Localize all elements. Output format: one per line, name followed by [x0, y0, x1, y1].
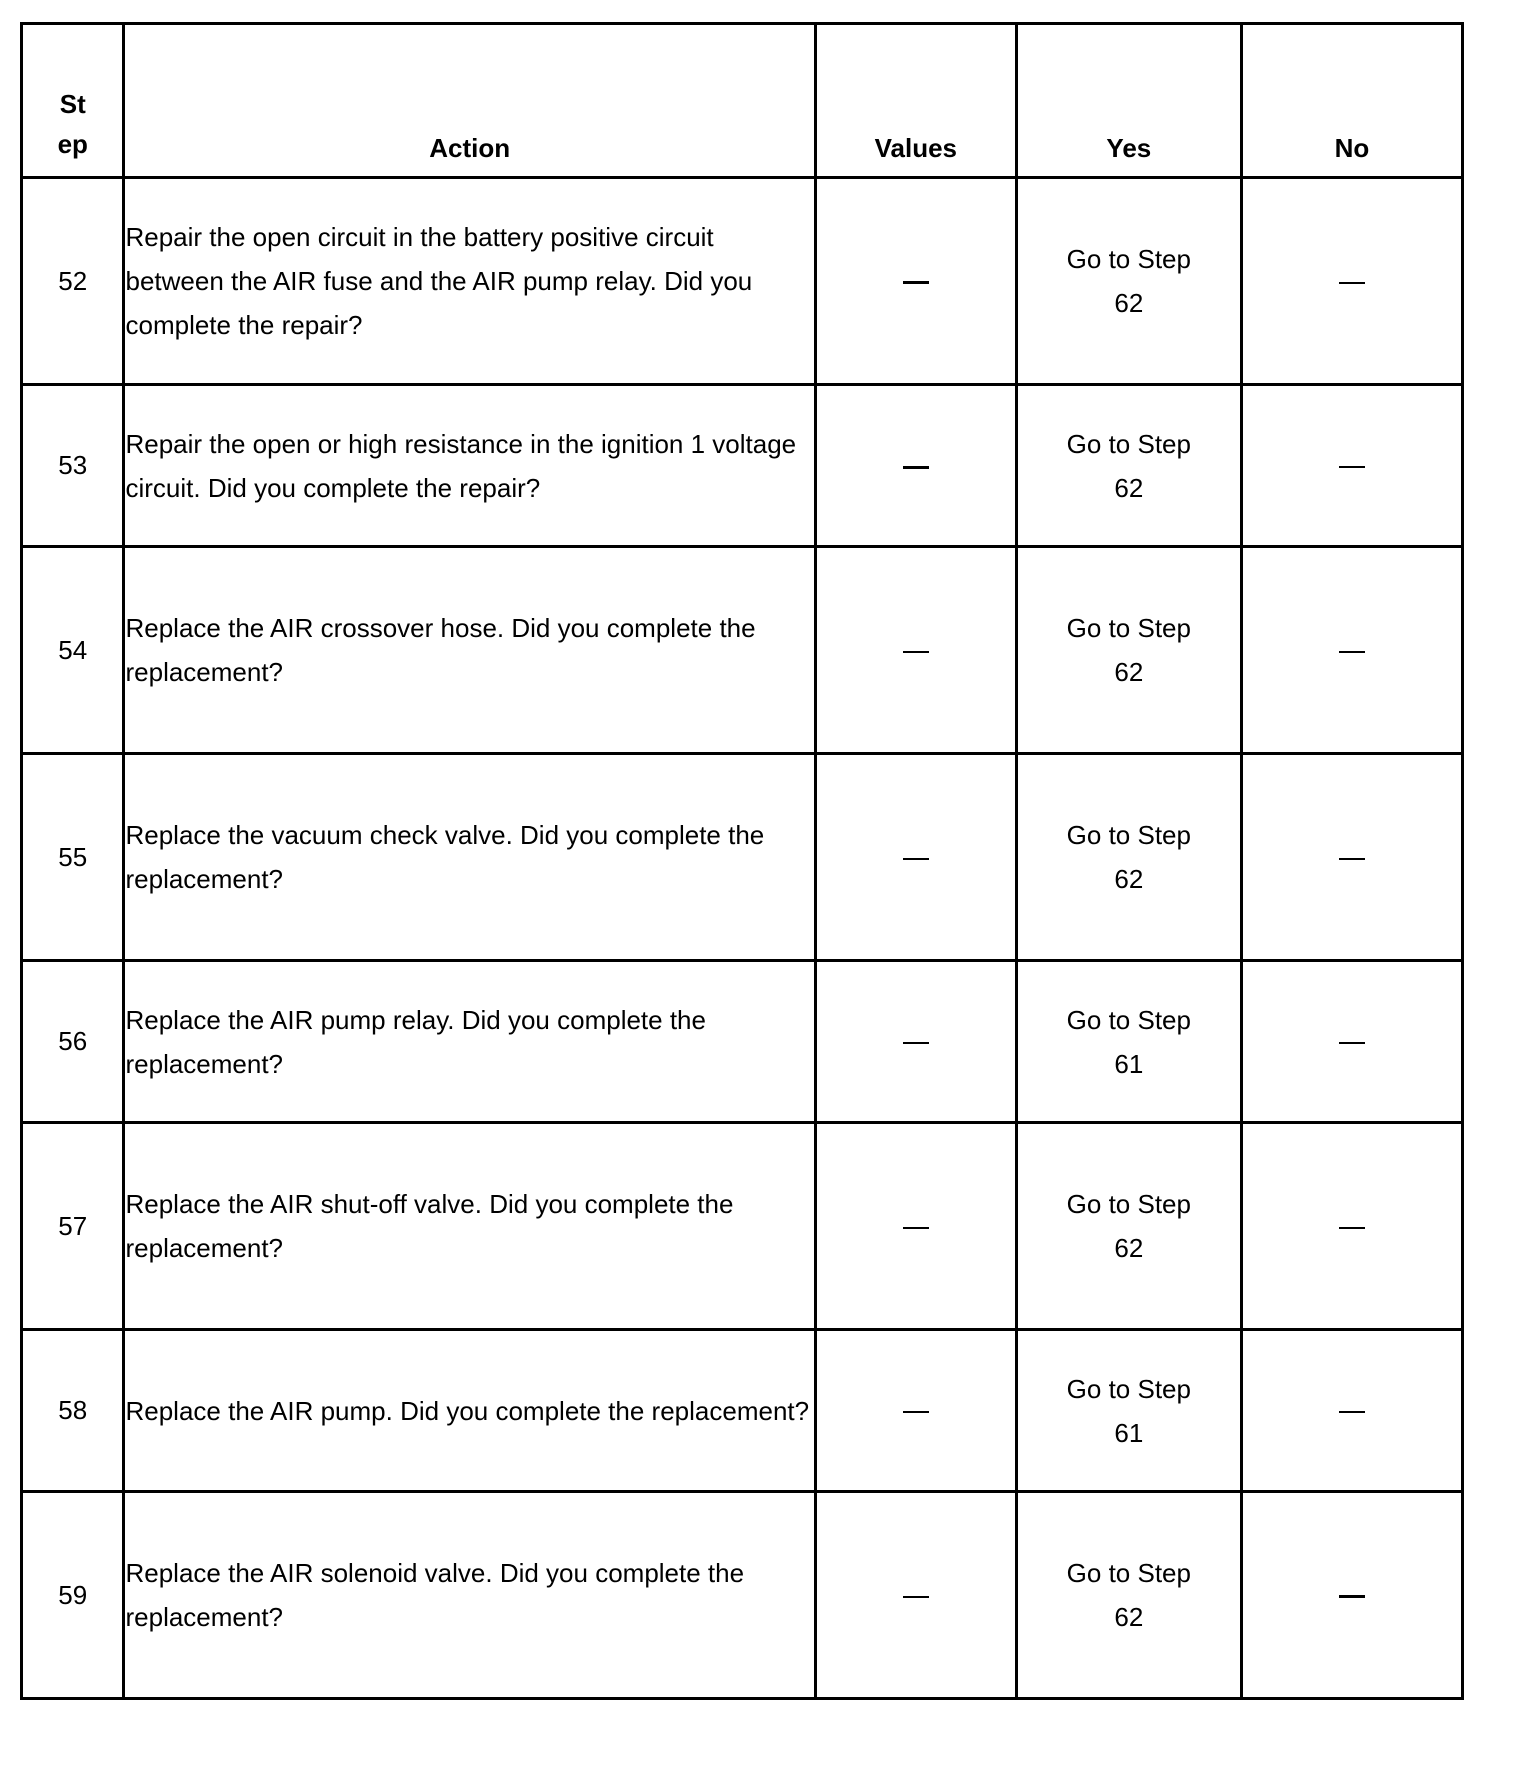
yes-go-to-step: Go to Step	[1066, 428, 1191, 459]
values-cell	[815, 1123, 1016, 1330]
values-dash	[903, 1596, 929, 1598]
yes-cell	[1016, 961, 1241, 1123]
table-row	[22, 754, 1463, 961]
no-cell	[1241, 754, 1462, 961]
table-body	[22, 178, 1463, 1699]
table-row	[22, 178, 1463, 385]
values-cell	[815, 178, 1016, 385]
table-row	[22, 1123, 1463, 1330]
values-dash	[903, 1411, 929, 1413]
yes-cell	[1016, 1123, 1241, 1330]
header-values: Values	[815, 24, 1016, 178]
step-number: 54	[22, 547, 124, 754]
yes-cell	[1016, 178, 1241, 385]
values-cell	[815, 547, 1016, 754]
action-text: Replace the AIR pump relay. Did you complete the replacement?	[124, 961, 815, 1123]
header-action: Action	[124, 24, 815, 178]
values-dash	[903, 281, 929, 284]
action-text: Repair the open circuit in the battery positive circuit between the AIR fuse and the AIR pump relay. Did you complete the repair?	[124, 178, 815, 385]
yes-go-to-step: Go to Step	[1066, 1004, 1191, 1035]
step-number: 52	[22, 178, 124, 385]
table-header	[22, 24, 1463, 178]
no-dash	[1339, 1595, 1365, 1598]
step-number: 58	[22, 1330, 124, 1492]
yes-go-to-step: Go to Step	[1066, 613, 1191, 643]
header-no: No	[1241, 24, 1462, 178]
yes-go-to-step: Go to Step	[1066, 1558, 1191, 1588]
action-text: Replace the AIR shut-off valve. Did you complete the replacement?	[124, 1123, 815, 1330]
values-dash	[903, 1042, 929, 1044]
values-dash	[903, 651, 929, 653]
yes-step-number: 62	[1114, 1602, 1144, 1632]
no-dash	[1339, 1227, 1365, 1229]
table-row	[22, 547, 1463, 754]
diagnostic-steps-table	[20, 22, 1464, 1700]
values-cell	[815, 754, 1016, 961]
values-dash	[903, 1227, 929, 1229]
yes-go-to-step: Go to Step	[1066, 1373, 1191, 1404]
yes-step-number: 62	[1114, 657, 1144, 687]
step-number: 55	[22, 754, 124, 961]
header-step-line2: ep	[57, 129, 88, 159]
values-cell	[815, 1330, 1016, 1492]
yes-step-number: 62	[1114, 1233, 1144, 1263]
no-dash	[1339, 858, 1365, 860]
yes-cell	[1016, 754, 1241, 961]
values-cell	[815, 1492, 1016, 1699]
yes-step-number: 62	[1114, 864, 1144, 894]
no-dash	[1339, 282, 1365, 284]
yes-cell	[1016, 547, 1241, 754]
table-row	[22, 385, 1463, 547]
no-cell	[1241, 961, 1462, 1123]
no-cell	[1241, 385, 1462, 547]
no-dash	[1339, 651, 1365, 653]
action-text: Replace the vacuum check valve. Did you complete the replacement?	[124, 754, 815, 961]
yes-go-to-step: Go to Step	[1066, 244, 1191, 274]
yes-step-number: 62	[1114, 472, 1144, 503]
yes-cell	[1016, 1330, 1241, 1492]
step-number: 56	[22, 961, 124, 1123]
step-number: 53	[22, 385, 124, 547]
values-dash	[903, 858, 929, 860]
no-dash	[1339, 1411, 1365, 1413]
no-cell	[1241, 1492, 1462, 1699]
action-text: Replace the AIR pump. Did you complete the replacement?	[124, 1330, 815, 1492]
values-dash	[903, 466, 929, 469]
no-cell	[1241, 1123, 1462, 1330]
no-cell	[1241, 178, 1462, 385]
values-cell	[815, 385, 1016, 547]
header-row	[22, 24, 1463, 178]
yes-cell	[1016, 385, 1241, 547]
no-dash	[1339, 466, 1365, 468]
header-yes: Yes	[1016, 24, 1241, 178]
table-row	[22, 961, 1463, 1123]
yes-cell	[1016, 1492, 1241, 1699]
action-text: Replace the AIR crossover hose. Did you complete the replacement?	[124, 547, 815, 754]
no-dash	[1339, 1042, 1365, 1044]
action-text: Repair the open or high resistance in the ignition 1 voltage circuit. Did you complete the repair?	[124, 385, 815, 547]
table-row	[22, 1492, 1463, 1699]
step-number: 59	[22, 1492, 124, 1699]
yes-go-to-step: Go to Step	[1066, 1189, 1191, 1219]
no-cell	[1241, 1330, 1462, 1492]
header-step-line1: St	[59, 89, 86, 119]
values-cell	[815, 961, 1016, 1123]
table-row	[22, 1330, 1463, 1492]
action-text: Replace the AIR solenoid valve. Did you complete the replacement?	[124, 1492, 815, 1699]
yes-go-to-step: Go to Step	[1066, 820, 1191, 850]
header-step	[22, 24, 124, 178]
yes-step-number: 61	[1114, 1048, 1144, 1079]
yes-step-number: 62	[1114, 288, 1144, 318]
yes-step-number: 61	[1114, 1417, 1144, 1448]
no-cell	[1241, 547, 1462, 754]
step-number: 57	[22, 1123, 124, 1330]
